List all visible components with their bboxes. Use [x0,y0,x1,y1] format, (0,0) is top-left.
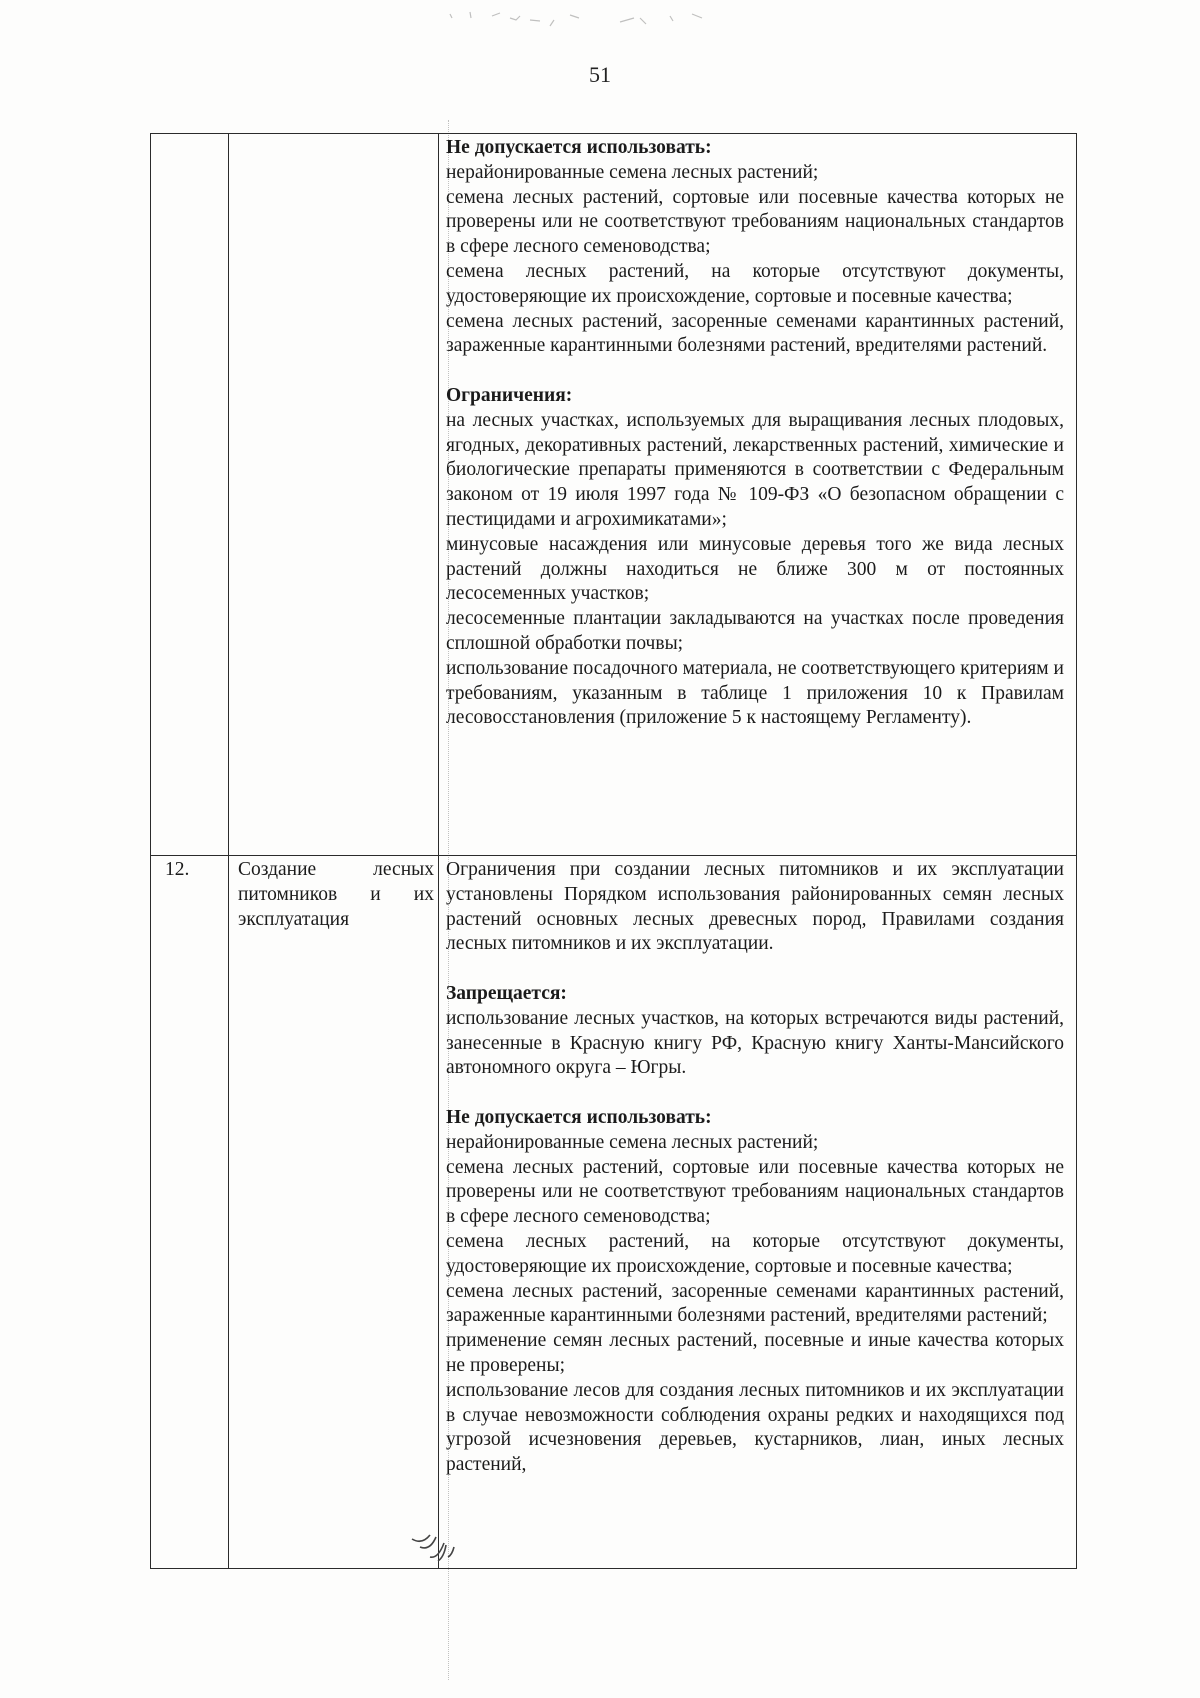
table-row [151,134,1077,856]
paragraph: использование посадочного материала, не соответствующего критериям и требованиям, указанным в таблице 1 приложения 10 к Правилам лесовосстановления (приложение 5 к настоящему Регламенту). [446,657,1064,729]
paragraph: Ограничения при создании лесных питомников и их эксплуатации установлены Порядком использования районированных семян лесных растений основных лесных древесных пород, Правилами создания лесных питомников и их эксплуатации. [446,859,1064,955]
section-heading: Ограничения: [446,384,573,406]
section-heading: Запрещается: [446,982,567,1004]
paragraph: семена лесных растений, засоренные семенами карантинных растений, зараженные карантинными болезнями растений, вредителями растений. [446,310,1064,357]
paragraph: применение семян лесных растений, посевные и иные качества которых не проверены; [446,1330,1064,1376]
handwritten-mark [408,1517,458,1567]
paragraph: минусовые насаждения или минусовые деревья того же вида лесных растений должны находиться не ближе 300 м от постоянных лесосеменных участков; [446,533,1064,605]
paragraph: семена лесных растений, на которые отсутствуют документы, удостоверяющие их происхождение, сортовые и посевные качества; [446,260,1064,307]
paragraph: семена лесных растений, на которые отсутствуют документы, удостоверяющие их происхождение, сортовые и посевные качества; [446,1230,1064,1277]
row-content [439,134,1077,856]
paragraph: нерайонированные семена лесных растений; [446,161,819,183]
paragraph: семена лесных растений, сортовые или посевные качества которых не проверены или не соответствуют требованиям национальных стандартов в сфере лесного семеноводства; [446,1156,1064,1228]
paragraph: лесосеменные плантации закладываются на участках после проведения сплошной обработки почвы; [446,608,1064,654]
page-number: 51 [589,62,611,87]
row-content [439,856,1077,1569]
paragraph-spacer [446,359,1064,384]
paragraph: семена лесных растений, сортовые или посевные качества которых не проверены или не соответствуют требованиям национальных стандартов в сфере лесного семеноводства; [446,186,1064,258]
section-heading: Не допускается использовать: [446,137,712,158]
row-title: Создание лесных питомников и их эксплуатация [229,856,439,1569]
row-number [151,134,229,856]
regulation-table [150,133,1077,1569]
table-row [151,856,1077,1569]
section-heading: Не допускается использовать: [446,1106,712,1128]
scan-artifact [430,6,740,36]
row-title [229,134,439,856]
paragraph: использование лесов для создания лесных питомников и их эксплуатации в случае невозможности соблюдения охраны редких и находящихся под угрозой исчезновения деревьев, кустарников, лиан, иных лесных растений, [446,1379,1064,1476]
paragraph: использование лесных участков, на которых встречаются виды растений, занесенные в Красную книгу РФ, Красную книгу Ханты-Мансийского автономного округа – Югры. [446,1007,1064,1079]
paragraph-spacer [446,1081,1064,1106]
paragraph: семена лесных растений, засоренные семенами карантинных растений, зараженные карантинными болезнями растений, вредителями растений; [446,1280,1064,1327]
paragraph: на лесных участках, используемых для выращивания лесных плодовых, ягодных, декоративных растений, лекарственных растений, химические и биологические препараты применяются в соответствии с Федеральным законом от 19 июля 1997 года № 109-ФЗ «О безопасном обращении с пестицидами и агрохимикатами»; [446,409,1064,530]
row-number: 12. [151,856,229,1569]
paragraph: нерайонированные семена лесных растений; [446,1131,819,1153]
paragraph-spacer [446,957,1064,982]
